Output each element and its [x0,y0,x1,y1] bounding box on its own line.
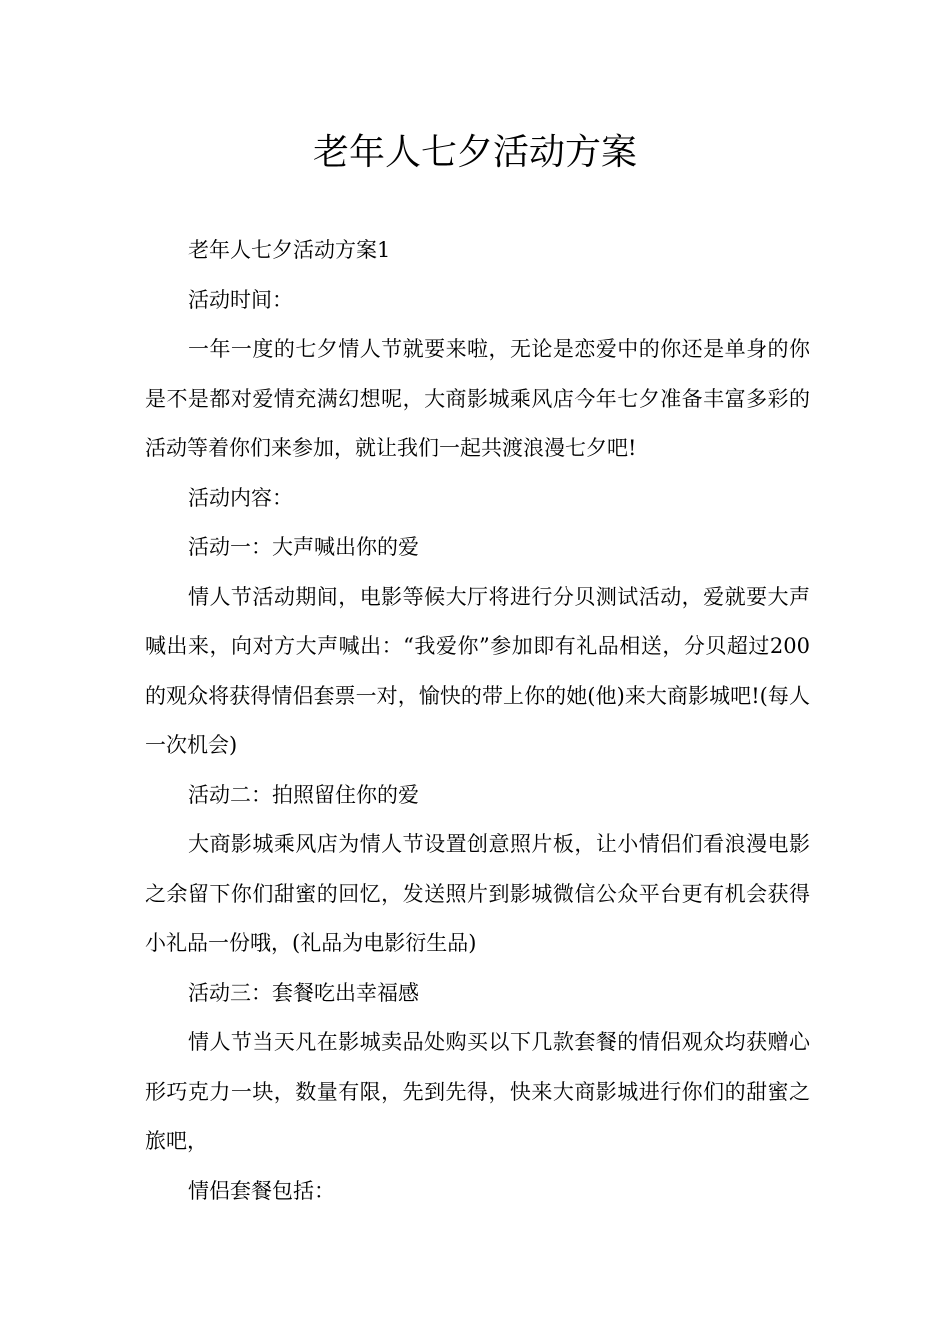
activity-one-heading: 活动一：大声喊出你的爱 [188,535,419,559]
couple-package-label: 情侣套餐包括： [188,1178,335,1203]
activity-two-paragraph: 大商影城乘风店为情人节设置创意照片板，让小情侣们看浪漫电影之余留下你们甜蜜的回忆，发送照片到影城微信公众平台更有机会获得小礼品一份哦，(礼品为电影衍生品) [145,832,810,955]
document-body [145,226,810,1216]
document-title: 老年人七夕活动方案 [312,132,637,173]
label-activity-time: 活动时间： [188,287,293,312]
intro-paragraph: 一年一度的七夕情人节就要来啦，无论是恋爱中的你还是单身的你是不是都对爱情充满幻想呢，大商影城乘风店今年七夕准备丰富多彩的活动等着你们来参加，就让我们一起共渡浪漫七夕吧! [145,337,810,460]
section-heading: 老年人七夕活动方案1 [188,238,391,262]
activity-two-heading: 活动二：拍照留住你的爱 [188,782,419,807]
activity-three-paragraph: 情人节当天凡在影城卖品处购买以下几款套餐的情侣观众均获赠心形巧克力一块，数量有限，先到先得，快来大商影城进行你们的甜蜜之旅吧， [145,1030,810,1153]
activity-one-paragraph: 情人节活动期间，电影等候大厅将进行分贝测试活动，爱就要大声喊出来，向对方大声喊出：“我爱你”参加即有礼品相送，分贝超过200的观众将获得情侣套票一对，愉快的带上你的她(他)来大商影城吧!(每人一次机会) [145,584,810,757]
activity-three-heading: 活动三：套餐吃出幸福感 [188,980,419,1005]
label-activity-content: 活动内容： [188,485,293,510]
